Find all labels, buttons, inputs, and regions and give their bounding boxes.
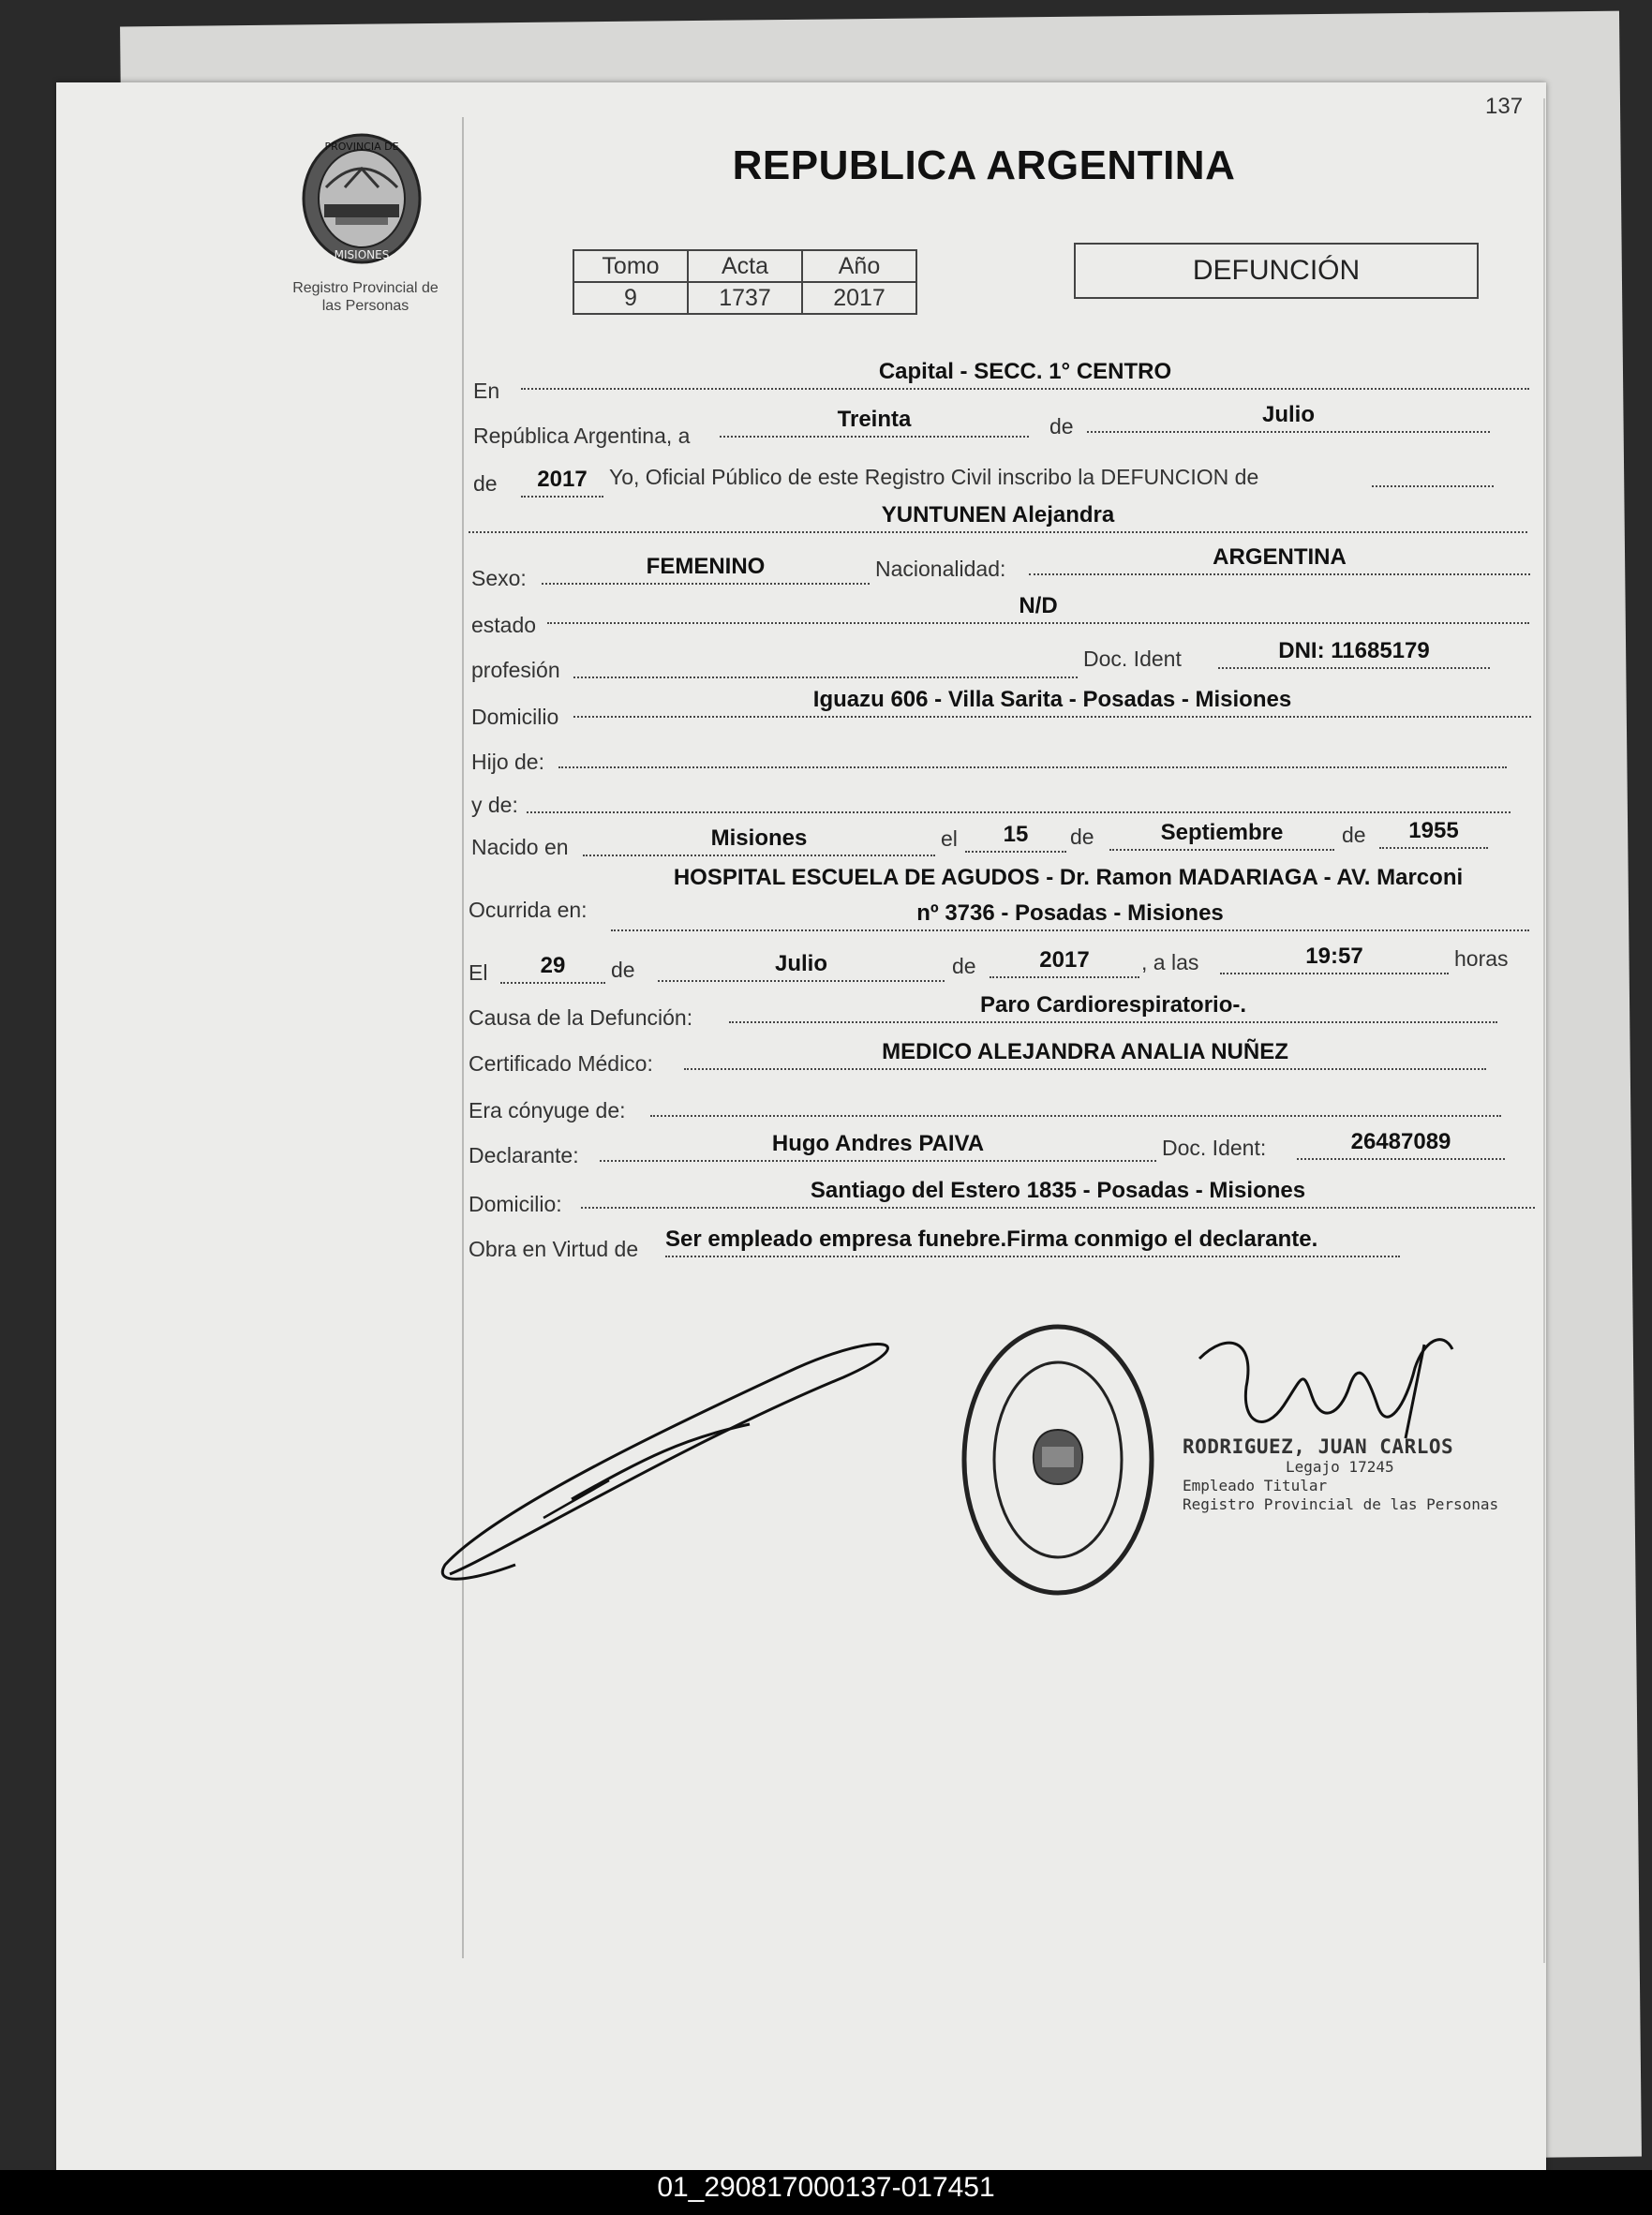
official-signature (1190, 1330, 1471, 1452)
registry-table (573, 249, 917, 315)
field-ocurrida-line1: HOSPITAL ESCUELA DE AGUDOS - Dr. Ramon MADARIAGA - AV. Marconi (673, 865, 1464, 890)
field-death-year: 2017 (990, 946, 1139, 978)
label-doc-ident: Doc. Ident (1083, 647, 1182, 671)
label-domicilio: Domicilio (471, 705, 559, 729)
field-profesion (573, 647, 1078, 678)
misiones-seal-logo (298, 131, 425, 270)
declarant-signature (440, 1340, 918, 1593)
field-death-day: 29 (500, 952, 605, 984)
label-obra: Obra en Virtud de (469, 1237, 639, 1261)
field-birth-day: 15 (965, 821, 1066, 853)
label-de-birth1: de (1070, 825, 1094, 849)
label-republica: República Argentina, a (473, 424, 691, 448)
value-tomo: 9 (573, 282, 688, 314)
document-title: REPUBLICA ARGENTINA (732, 142, 1236, 188)
svg-text:MISIONES: MISIONES (334, 248, 390, 261)
registry-value-row (573, 282, 916, 314)
document-id: 01_290817000137-017451 (657, 2172, 995, 2203)
field-ocurrida-line2: nº 3736 - Posadas - Misiones (611, 899, 1529, 931)
label-el-fecha: El (469, 960, 488, 985)
dotted-line (1372, 483, 1494, 487)
label-declarante: Declarante: (469, 1143, 579, 1167)
label-en: En (473, 379, 500, 403)
document-page (56, 82, 1546, 2172)
header-tomo: Tomo (573, 250, 688, 282)
margin-rule-right (1543, 98, 1545, 1963)
field-doc-ident-declarante: 26487089 (1297, 1128, 1505, 1160)
official-legajo: Legajo 17245 (1286, 1458, 1394, 1476)
label-y-de: y de: (471, 793, 518, 817)
field-causa: Paro Cardiorespiratorio-. (729, 991, 1497, 1023)
label-ocurrida: Ocurrida en: (469, 898, 588, 922)
label-de-fecha1: de (611, 958, 635, 982)
label-profesion: profesión (471, 658, 560, 682)
official-org: Registro Provincial de las Personas (1183, 1495, 1499, 1513)
margin-rule (462, 117, 464, 1958)
label-sexo: Sexo: (471, 566, 527, 590)
value-acta: 1737 (688, 282, 802, 314)
header-acta: Acta (688, 250, 802, 282)
official-role: Empleado Titular (1183, 1477, 1328, 1494)
label-horas: horas (1454, 946, 1509, 971)
organization-name: Registro Provincial de las Personas (292, 280, 439, 314)
field-domicilio-declarante: Santiago del Estero 1835 - Posadas - Misiones (581, 1177, 1535, 1209)
page-number: 137 (1485, 94, 1524, 119)
field-estado: N/D (547, 592, 1529, 624)
label-causa: Causa de la Defunción: (469, 1005, 693, 1030)
label-domicilio-declarante: Domicilio: (469, 1192, 562, 1216)
label-certificado: Certificado Médico: (469, 1051, 653, 1076)
label-hijo-de: Hijo de: (471, 750, 544, 774)
label-doc-ident-declarante: Doc. Ident: (1162, 1136, 1267, 1160)
field-year: 2017 (521, 466, 603, 498)
field-death-time: 19:57 (1220, 943, 1449, 974)
field-sexo: FEMENINO (542, 553, 870, 585)
field-en: Capital - SECC. 1° CENTRO (521, 358, 1529, 390)
label-a-las: , a las (1141, 950, 1199, 974)
field-declarante: Hugo Andres PAIVA (600, 1130, 1156, 1162)
field-birth-year: 1955 (1379, 817, 1488, 849)
label-nacionalidad: Nacionalidad: (875, 557, 1006, 581)
label-el: el (941, 826, 958, 851)
label-conyuge: Era cónyuge de: (469, 1098, 626, 1122)
field-hijo-de (558, 736, 1507, 768)
official-block (1183, 1435, 1511, 1514)
official-name: RODRIGUEZ, JUAN CARLOS (1183, 1435, 1454, 1458)
label-de-birth2: de (1342, 823, 1366, 847)
label-de-year: de (473, 471, 498, 496)
field-domicilio: Iguazu 606 - Villa Sarita - Posadas - Misiones (573, 686, 1531, 718)
official-stamp (960, 1319, 1156, 1600)
label-nacido-en: Nacido en (471, 835, 569, 859)
field-deceased-name: YUNTUNEN Alejandra (469, 501, 1527, 533)
registry-header-row (573, 250, 916, 282)
record-type-box: DEFUNCIÓN (1074, 243, 1479, 299)
label-de: de (1049, 414, 1074, 439)
label-oficial-text: Yo, Oficial Público de este Registro Civil inscribo la DEFUNCION de (609, 465, 1259, 489)
field-birth-month: Septiembre (1109, 819, 1334, 851)
svg-text:PROVINCIA DE: PROVINCIA DE (324, 141, 399, 153)
label-de-fecha2: de (952, 954, 976, 978)
field-day: Treinta (720, 406, 1029, 438)
field-obra: Ser empleado empresa funebre.Firma conmigo el declarante. (665, 1226, 1400, 1257)
field-conyuge (650, 1085, 1501, 1117)
field-certificado: MEDICO ALEJANDRA ANALIA NUÑEZ (684, 1038, 1486, 1070)
field-nacionalidad: ARGENTINA (1029, 543, 1530, 575)
field-doc-ident: DNI: 11685179 (1218, 637, 1490, 669)
value-ano: 2017 (802, 282, 916, 314)
field-y-de (527, 781, 1511, 813)
header-ano: Año (802, 250, 916, 282)
label-estado: estado (471, 613, 537, 637)
field-death-month: Julio (658, 950, 945, 982)
field-birth-place: Misiones (583, 825, 935, 856)
field-month: Julio (1087, 401, 1490, 433)
